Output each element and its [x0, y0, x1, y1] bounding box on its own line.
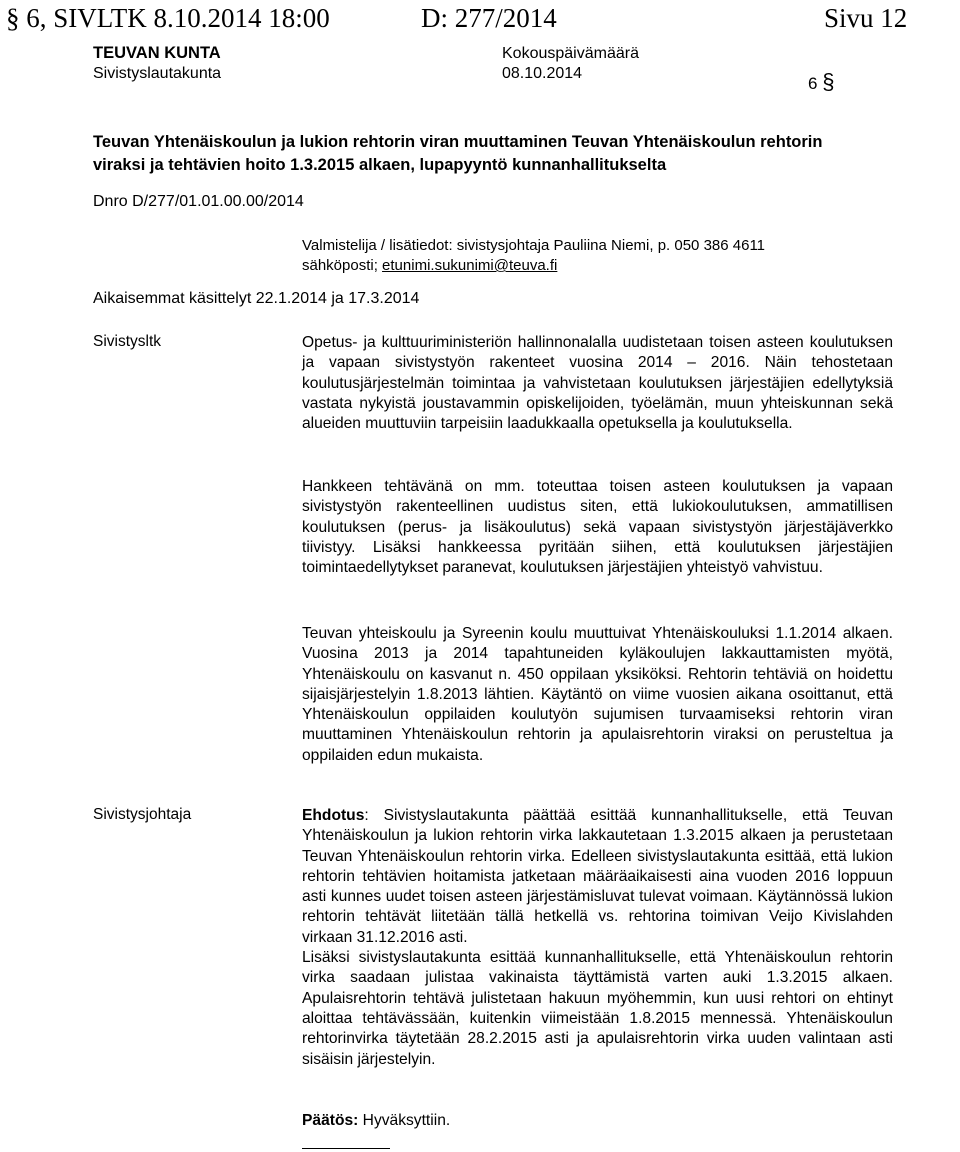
paragraph-proposal	[302, 806, 893, 1070]
paragraph-1-text: Opetus- ja kulttuuriministeriön hallinnonalalla uudistetaan toisen asteen koulutuksen ja vapaan sivistystyön rakenteet vuosina 2014 – 2016. Näin tehostetaan koulutusjärjestelmän toimintaa ja vahvistetaan koulutuksen järjestäjien edellytyksiä vastata nykyistä joustavammin opiskelijoiden, työelämän, muun yhteiskunnan sekä alueiden muuttuviin tarpeisiin laadukkaalla opetuksella ja koulutuksella.	[302, 334, 893, 433]
section-sign-icon: §	[6, 3, 20, 33]
preparer-email-line	[302, 256, 557, 276]
municipality-name: TEUVAN KUNTA	[93, 44, 221, 62]
paragraph-school-history	[302, 624, 893, 766]
section-number-value: 6	[808, 74, 818, 93]
top-bar-left-text: 6, SIVLTK 8.10.2014 18:00	[26, 3, 330, 33]
decision-text: Hyväksyttiin.	[358, 1112, 451, 1129]
previous-handling: Aikaisemmat käsittelyt 22.1.2014 ja 17.3.2014	[93, 290, 420, 307]
page-number: Sivu 12	[824, 3, 908, 33]
paragraph-5-text: Lisäksi sivistyslautakunta esittää kunnanhallitukselle, että Yhtenäiskoulun rehtorin virka saadaan julistaa vakinaista täyttämistä varten auki 1.3.2015 alkaen. Apulaisrehtorin tehtävä julistetaan hakuun myöhemmin, kun uusi rehtori on ehtinyt aloittaa tehtävässään, kuitenkin viimeistään 1.8.2015 mennessä. Yhtenäiskoulun rehtorinvirka täytetään 28.2.2015 asti ja apulaisrehtorin virka uuden valintaan asti sisäisin järjestelyin.	[302, 949, 893, 1068]
side-label-committee: Sivistysltk	[93, 333, 162, 350]
email-label: sähköposti;	[302, 257, 383, 274]
paragraph-2-text: Hankkeen tehtävänä on mm. toteuttaa toisen asteen koulutuksen ja vapaan sivistystyön rakenteellinen uudistus siten, että lukiokoulutuksen, ammatillisen koulutuksen (perus- ja lisäkoulutus) sekä vapaan sivistystyön järjestäjäverkko tiivistyy. Lisäksi hankkeessa pyritään siihen, että koulutuksen järjestäjien toimintaedellytykset paranevat, koulutuksen järjestäjien yhteistyö vahvistuu.	[302, 478, 893, 577]
agenda-item-title	[93, 131, 908, 177]
section-sign-icon: §	[822, 69, 835, 94]
email-link[interactable]: etunimi.sukunimi@teuva.fi	[382, 257, 558, 274]
side-label-director: Sivistysjohtaja	[93, 806, 192, 823]
section-reference	[6, 0, 330, 37]
document-top-bar	[0, 0, 960, 37]
closing-rule	[302, 1148, 390, 1149]
paragraph-project	[302, 477, 893, 578]
decision-label: Päätös:	[302, 1112, 359, 1129]
title-line-2: viraksi ja tehtävien hoito 1.3.2015 alkaen, lupapyyntö kunnanhallitukselta	[93, 156, 667, 174]
section-number	[808, 69, 834, 95]
paragraph-background	[302, 333, 893, 434]
title-line-1: Teuvan Yhtenäiskoulun ja lukion rehtorin viran muuttaminen Teuvan Yhtenäiskoulun rehtorin	[93, 133, 823, 151]
committee-name: Sivistyslautakunta	[93, 65, 222, 82]
preparer-info: Valmistelija / lisätiedot: sivistysjohtaja Pauliina Niemi, p. 050 386 4611	[302, 237, 766, 254]
meeting-date-label: Kokouspäivämäärä	[502, 45, 639, 62]
diary-number: D: 277/2014	[421, 3, 557, 33]
proposal-text	[302, 806, 893, 948]
decision	[302, 1111, 450, 1131]
meeting-date: 08.10.2014	[502, 65, 583, 82]
record-number: Dnro D/277/01.01.00.00/2014	[93, 193, 304, 210]
proposal-body: : Sivistyslautakunta päättää esittää kunnanhallitukselle, että Teuvan Yhtenäiskoulun ja lukion rehtorin virka lakkautetaan 1.3.2015 alkaen ja perustetaan Teuvan Yhtenäiskoulun rehtorin virka. Edelleen sivistyslautakunta esittää, että lukion rehtorin tehtävien hoitamista jatketaan määräaikaisesti aina vuoden 2016 loppuun asti kunnes uudet toisen asteen järjestämisluvat tulevat voimaan. Käytännössä lukion rehtorin tehtävät liitetään tällä hetkellä vs. rehtorina toimivan Veijo Kivislahden virkaan 31.12.2016 asti.	[302, 807, 893, 946]
paragraph-3-text: Teuvan yhteiskoulu ja Syreenin koulu muuttuivat Yhtenäiskouluksi 1.1.2014 alkaen. Vuosina 2013 ja 2014 tapahtuneiden kyläkoulujen lakkauttamisten myötä, Yhtenäiskoulu on kasvanut n. 450 oppilaan yksiköksi. Rehtorin tehtäviä on hoidettu sijaisjärjestelyin 1.8.2013 lähtien. Käytäntö on viime vuosien aikana osoittanut, että Yhtenäiskoulun oppilaiden koulutyön sujumisen turvaamiseksi rehtorin viran muuttaminen Yhtenäiskoulun rehtorin ja apulaisrehtorin viraksi on perusteltua ja oppilaiden edun mukaista.	[302, 625, 893, 764]
proposal-label: Ehdotus	[302, 807, 365, 824]
